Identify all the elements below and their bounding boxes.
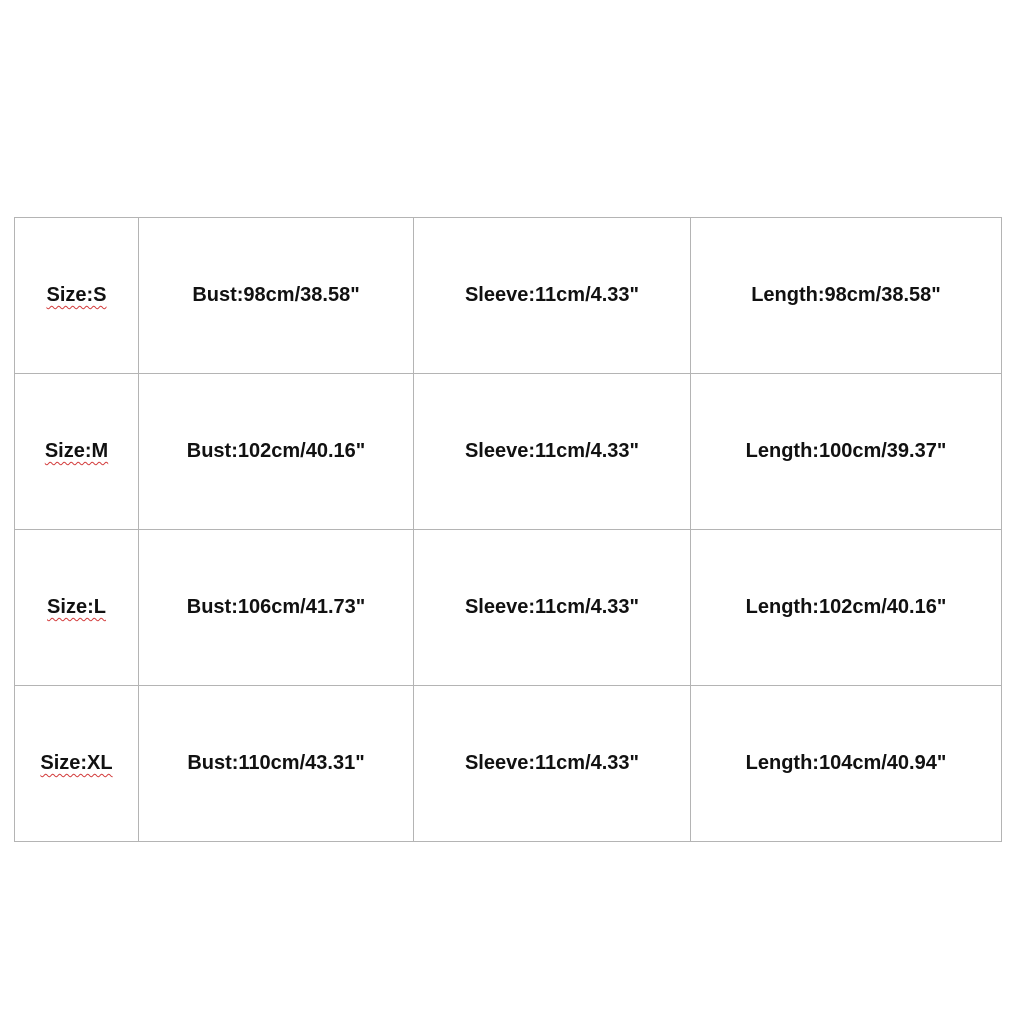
length-cell: Length:102cm/40.16" xyxy=(691,530,1002,686)
bust-cell: Bust:106cm/41.73" xyxy=(139,530,414,686)
size-cell xyxy=(15,530,139,686)
bust-cell: Bust:110cm/43.31" xyxy=(139,686,414,842)
sleeve-cell: Sleeve:11cm/4.33" xyxy=(414,686,691,842)
length-cell: Length:100cm/39.37" xyxy=(691,374,1002,530)
size-cell xyxy=(15,218,139,374)
size-row-m xyxy=(15,374,1002,530)
length-cell: Length:98cm/38.58" xyxy=(691,218,1002,374)
size-cell xyxy=(15,686,139,842)
size-chart-table xyxy=(14,217,1002,842)
size-label: Size:S xyxy=(46,284,107,306)
size-label: Size:M xyxy=(44,440,109,462)
size-row-s xyxy=(15,218,1002,374)
size-row-xl xyxy=(15,686,1002,842)
size-label: Size:L xyxy=(47,596,106,618)
size-label: Size:XL xyxy=(40,752,113,774)
size-cell xyxy=(15,374,139,530)
sleeve-cell: Sleeve:11cm/4.33" xyxy=(414,218,691,374)
sleeve-cell: Sleeve:11cm/4.33" xyxy=(414,374,691,530)
length-cell: Length:104cm/40.94" xyxy=(691,686,1002,842)
bust-cell: Bust:102cm/40.16" xyxy=(139,374,414,530)
size-row-l xyxy=(15,530,1002,686)
sleeve-cell: Sleeve:11cm/4.33" xyxy=(414,530,691,686)
bust-cell: Bust:98cm/38.58" xyxy=(139,218,414,374)
